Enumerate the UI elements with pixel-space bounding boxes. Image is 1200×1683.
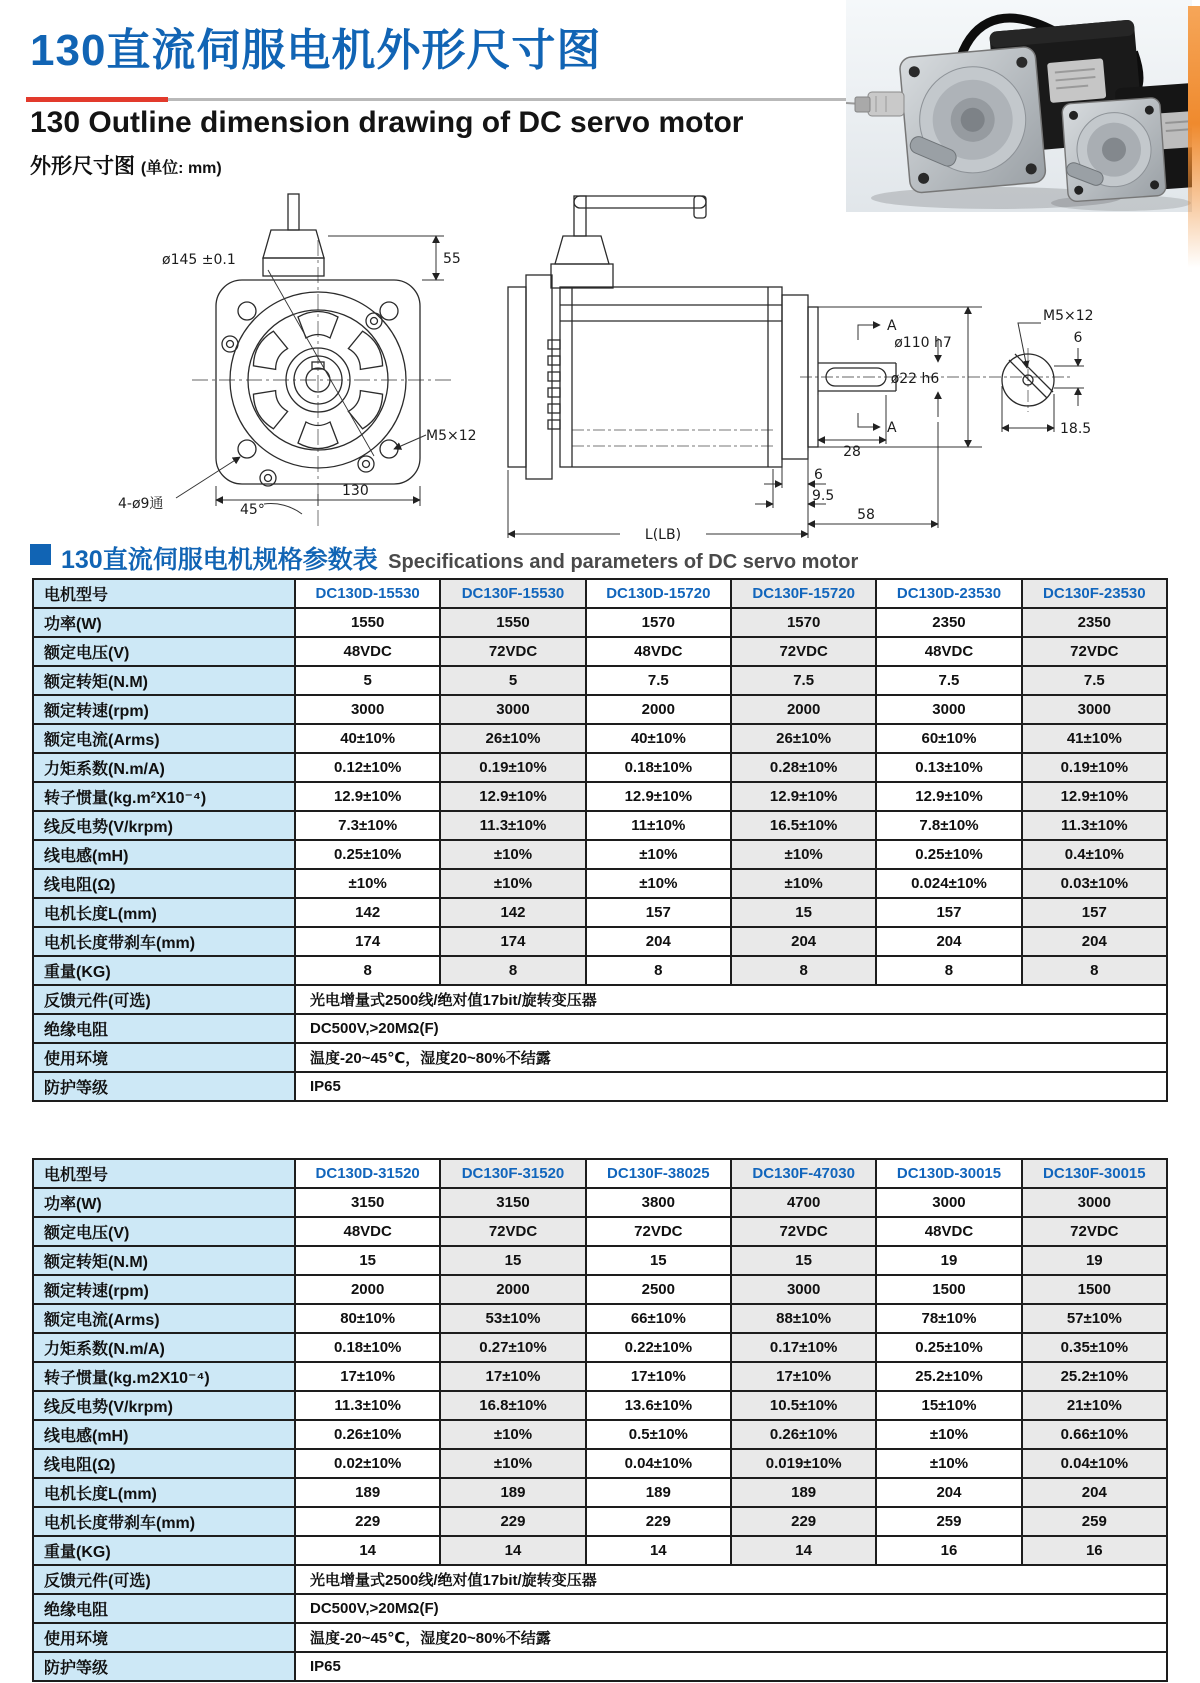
spec-value: ±10% [876,1449,1021,1478]
spec-value: 229 [586,1507,731,1536]
spec-value: 0.019±10% [731,1449,876,1478]
spec-row [33,1478,1167,1507]
spec-value: 26±10% [731,724,876,753]
spec-value: 3150 [295,1188,440,1217]
spec-value: 72VDC [440,1217,585,1246]
spec-row-label: 线电阻(Ω) [33,869,295,898]
spec-value: 11.3±10% [440,811,585,840]
spec-value: 189 [731,1478,876,1507]
spec-value: 5 [295,666,440,695]
spec-merged-row [33,985,1167,1014]
spec-value: 12.9±10% [731,782,876,811]
dim-130: 130 [342,483,369,499]
spec-value: 12.9±10% [1022,782,1167,811]
spec-merged-value: 温度-20~45℃，湿度20~80%不结露 [295,1043,1167,1072]
spec-row [33,608,1167,637]
spec-row [33,898,1167,927]
spec-value: 7.5 [876,666,1021,695]
dim-flange-6: 6 [814,467,823,483]
spec-value: 0.18±10% [586,753,731,782]
spec-value: 40±10% [295,724,440,753]
spec-value: 1500 [876,1275,1021,1304]
spec-value: 0.26±10% [295,1420,440,1449]
spec-value: 21±10% [1022,1391,1167,1420]
front-view-svg [116,190,508,542]
model-name: DC130D-15720 [586,579,731,608]
spec-row-label: 电机长度L(mm) [33,898,295,927]
section-mark-a-bottom: A [887,420,897,436]
spec-value: 78±10% [876,1304,1021,1333]
spec-value: 16.8±10% [440,1391,585,1420]
page-title-en: 130 Outline dimension drawing of DC servo motor [30,106,744,139]
spec-value: 0.19±10% [440,753,585,782]
spec-section-title-cn: 130直流伺服电机规格参数表 [61,546,378,574]
spec-value: 2350 [1022,608,1167,637]
spec-value: 0.25±10% [876,840,1021,869]
spec-row-label: 线电感(mH) [33,840,295,869]
spec-row-label: 重量(KG) [33,1536,295,1565]
spec-merged-row [33,1623,1167,1652]
spec-table-1 [32,578,1168,1102]
spec-value: 0.04±10% [1022,1449,1167,1478]
spec-value: 48VDC [586,637,731,666]
side-view-drawing [468,190,1200,547]
spec-row [33,869,1167,898]
spec-row-label: 电机长度带刹车(mm) [33,927,295,956]
spec-value: ±10% [440,1420,585,1449]
spec-value: 1570 [731,608,876,637]
spec-merged-row [33,1043,1167,1072]
outline-drawing-text: 外形尺寸图 [30,155,135,178]
spec-value: 19 [876,1246,1021,1275]
spec-value: 3000 [440,695,585,724]
spec-value: 157 [1022,898,1167,927]
spec-value: 2000 [731,695,876,724]
spec-value: 0.03±10% [1022,869,1167,898]
spec-value: 189 [295,1478,440,1507]
spec-value: 0.26±10% [731,1420,876,1449]
model-name: DC130F-23530 [1022,579,1167,608]
spec-value: 8 [586,956,731,985]
spec-value: 8 [295,956,440,985]
spec-value: 8 [731,956,876,985]
dim-55: 55 [443,251,461,267]
model-name: DC130F-31520 [440,1159,585,1188]
spec-value: 8 [1022,956,1167,985]
spec-row [33,782,1167,811]
spec-row-label: 防护等级 [33,1072,295,1101]
spec-value: 0.024±10% [876,869,1021,898]
spec-merged-row [33,1594,1167,1623]
spec-table-2 [32,1158,1168,1682]
spec-value: 0.12±10% [295,753,440,782]
spec-value: 204 [731,927,876,956]
spec-value: 1550 [295,608,440,637]
spec-value: 12.9±10% [586,782,731,811]
spec-value: 57±10% [1022,1304,1167,1333]
spec-value: 157 [586,898,731,927]
spec-row [33,811,1167,840]
spec-value: ±10% [440,840,585,869]
spec-value: 3800 [586,1188,731,1217]
spec-merged-value: DC500V,>20MΩ(F) [295,1014,1167,1043]
spec-value: 7.5 [586,666,731,695]
spec-value: ±10% [876,1420,1021,1449]
spec-value: 0.35±10% [1022,1333,1167,1362]
spec-value: 11±10% [586,811,731,840]
spec-value: 3150 [440,1188,585,1217]
dim-shaft-diameter: ø22 h6 [890,371,940,387]
model-header-row [33,579,1167,608]
spec-merged-value: 光电增量式2500线/绝对值17bit/旋转变压器 [295,1565,1167,1594]
spec-row-label: 额定转矩(N.M) [33,666,295,695]
spec-merged-value: DC500V,>20MΩ(F) [295,1594,1167,1623]
spec-row [33,927,1167,956]
spec-value: 0.66±10% [1022,1420,1167,1449]
blue-square-icon [30,544,51,565]
spec-value: 19 [1022,1246,1167,1275]
spec-value: 7.5 [1022,666,1167,695]
section-mark-a-top: A [887,318,897,334]
spec-row-label: 线电感(mH) [33,1420,295,1449]
spec-value: 3000 [876,695,1021,724]
spec-row-label: 功率(W) [33,608,295,637]
spec-merged-value: 光电增量式2500线/绝对值17bit/旋转变压器 [295,985,1167,1014]
spec-value: 0.18±10% [295,1333,440,1362]
spec-value: 11.3±10% [1022,811,1167,840]
spec-row-label: 额定转速(rpm) [33,695,295,724]
spec-value: 8 [876,956,1021,985]
spec-value: 72VDC [731,637,876,666]
spec-value: 2350 [876,608,1021,637]
spec-row [33,753,1167,782]
spec-value: 15 [731,1246,876,1275]
spec-value: 142 [440,898,585,927]
spec-row [33,666,1167,695]
spec-value: 10.5±10% [731,1391,876,1420]
spec-merged-row [33,1072,1167,1101]
spec-value: 3000 [1022,1188,1167,1217]
spec-row [33,1333,1167,1362]
spec-merged-row [33,1565,1167,1594]
spec-row-label: 线反电势(V/krpm) [33,811,295,840]
spec-value: 25.2±10% [1022,1362,1167,1391]
spec-value: 174 [440,927,585,956]
spec-value: 0.5±10% [586,1420,731,1449]
model-name: DC130F-47030 [731,1159,876,1188]
spec-value: 0.27±10% [440,1333,585,1362]
spec-value: 11.3±10% [295,1391,440,1420]
spec-row-label: 转子惯量(kg.m2X10⁻⁴) [33,1362,295,1391]
spec-value: 229 [731,1507,876,1536]
spec-value: 0.13±10% [876,753,1021,782]
model-row-label: 电机型号 [33,579,295,608]
spec-value: 13.6±10% [586,1391,731,1420]
spec-row-label: 使用环境 [33,1043,295,1072]
spec-value: 229 [295,1507,440,1536]
spec-merged-row [33,1014,1167,1043]
spec-value: 48VDC [876,1217,1021,1246]
spec-value: 1570 [586,608,731,637]
spec-value: 8 [440,956,585,985]
spec-section-header [30,540,858,576]
spec-value: 2000 [295,1275,440,1304]
spec-value: 72VDC [1022,637,1167,666]
spec-value: 0.02±10% [295,1449,440,1478]
spec-value: 17±10% [731,1362,876,1391]
spec-value: 15±10% [876,1391,1021,1420]
spec-value: 204 [876,927,1021,956]
spec-row-label: 线反电势(V/krpm) [33,1391,295,1420]
spec-value: 0.22±10% [586,1333,731,1362]
spec-row [33,695,1167,724]
spec-value: 72VDC [731,1217,876,1246]
spec-merged-value: IP65 [295,1652,1167,1681]
dim-body-length: L(LB) [644,527,682,542]
page-title-cn: 130直流伺服电机外形尺寸图 [30,26,602,75]
spec-value: 7.5 [731,666,876,695]
spec-value: 88±10% [731,1304,876,1333]
spec-value: 0.19±10% [1022,753,1167,782]
spec-value: 2000 [586,695,731,724]
spec-value: 204 [876,1478,1021,1507]
spec-value: 204 [586,927,731,956]
spec-value: 189 [586,1478,731,1507]
motors-photo-illustration [846,0,1192,212]
spec-value: 0.4±10% [1022,840,1167,869]
spec-row [33,1391,1167,1420]
spec-value: 53±10% [440,1304,585,1333]
dim-28: 28 [843,444,861,460]
dim-spigot-diameter: ø110 h7 [894,335,952,351]
spec-value: 14 [295,1536,440,1565]
spec-value: 48VDC [876,637,1021,666]
spec-row-label: 力矩系数(N.m/A) [33,753,295,782]
spec-row-label: 绝缘电阻 [33,1014,295,1043]
spec-row [33,1362,1167,1391]
spec-row-label: 电机长度L(mm) [33,1478,295,1507]
spec-value: 7.3±10% [295,811,440,840]
spec-row [33,1275,1167,1304]
spec-row-label: 使用环境 [33,1623,295,1652]
spec-value: 12.9±10% [876,782,1021,811]
spec-value: 15 [586,1246,731,1275]
spec-row [33,956,1167,985]
spec-value: ±10% [731,869,876,898]
spec-row-label: 额定电压(V) [33,637,295,666]
outline-drawing-label [30,150,222,180]
spec-merged-value: IP65 [295,1072,1167,1101]
spec-value: 14 [586,1536,731,1565]
dim-flange-diameter: ø145 ±0.1 [162,252,236,268]
model-name: DC130D-31520 [295,1159,440,1188]
spec-value: 1500 [1022,1275,1167,1304]
model-row-label: 电机型号 [33,1159,295,1188]
front-view-drawing [116,190,508,547]
spec-section-title-en: Specifications and parameters of DC servo motor [388,551,859,573]
model-name: DC130F-30015 [1022,1159,1167,1188]
spec-value: ±10% [731,840,876,869]
spec-value: 12.9±10% [295,782,440,811]
spec-merged-value: 温度-20~45℃，湿度20~80%不结露 [295,1623,1167,1652]
spec-value: 0.25±10% [876,1333,1021,1362]
spec-row [33,1507,1167,1536]
spec-row-label: 防护等级 [33,1652,295,1681]
model-name: DC130F-38025 [586,1159,731,1188]
spec-value: 72VDC [1022,1217,1167,1246]
spec-value: 5 [440,666,585,695]
model-name: DC130D-30015 [876,1159,1021,1188]
spec-value: 14 [731,1536,876,1565]
spec-value: 15 [731,898,876,927]
spec-value: 229 [440,1507,585,1536]
spec-value: 66±10% [586,1304,731,1333]
spec-row-label: 线电阻(Ω) [33,1449,295,1478]
spec-row-label: 额定转速(rpm) [33,1275,295,1304]
spec-value: 48VDC [295,637,440,666]
spec-row [33,637,1167,666]
spec-row [33,1420,1167,1449]
spec-row [33,1217,1167,1246]
spec-row-label: 额定转矩(N.M) [33,1246,295,1275]
spec-value: 4700 [731,1188,876,1217]
spec-value: 40±10% [586,724,731,753]
spec-value: 3000 [876,1188,1021,1217]
spec-row-label: 力矩系数(N.m/A) [33,1333,295,1362]
spec-table [32,1158,1168,1682]
spec-value: 80±10% [295,1304,440,1333]
spec-value: 7.8±10% [876,811,1021,840]
spec-row [33,724,1167,753]
spec-value: 259 [876,1507,1021,1536]
spec-value: 142 [295,898,440,927]
model-header-row [33,1159,1167,1188]
title-divider-red [26,97,168,102]
spec-row-label: 反馈元件(可选) [33,985,295,1014]
spec-row-label: 额定电流(Arms) [33,1304,295,1333]
spec-row [33,840,1167,869]
spec-row-label: 重量(KG) [33,956,295,985]
spec-merged-row [33,1652,1167,1681]
dim-thread-side: M5×12 [1043,308,1094,324]
spec-value: 16 [1022,1536,1167,1565]
dim-58: 58 [857,507,875,523]
spec-row-label: 转子惯量(kg.m²X10⁻⁴) [33,782,295,811]
product-photo [846,0,1192,212]
spec-value: 2000 [440,1275,585,1304]
spec-value: 12.9±10% [440,782,585,811]
dim-18-5: 18.5 [1060,421,1092,437]
spec-value: 14 [440,1536,585,1565]
spec-value: 0.28±10% [731,753,876,782]
model-name: DC130F-15720 [731,579,876,608]
spec-value: 15 [440,1246,585,1275]
spec-value: 17±10% [586,1362,731,1391]
spec-value: 259 [1022,1507,1167,1536]
spec-value: 3000 [731,1275,876,1304]
spec-row [33,1536,1167,1565]
side-view-svg [468,190,1200,542]
spec-value: 17±10% [440,1362,585,1391]
spec-value: ±10% [440,1449,585,1478]
spec-value: 72VDC [440,637,585,666]
dim-mount-holes: 4-ø9通 [118,496,164,512]
dim-9-5: 9.5 [812,488,835,504]
spec-value: 174 [295,927,440,956]
spec-value: 0.04±10% [586,1449,731,1478]
spec-value: 204 [1022,1478,1167,1507]
spec-row-label: 绝缘电阻 [33,1594,295,1623]
spec-value: 25.2±10% [876,1362,1021,1391]
spec-value: 204 [1022,927,1167,956]
model-name: DC130D-23530 [876,579,1021,608]
spec-value: 26±10% [440,724,585,753]
model-name: DC130F-15530 [440,579,585,608]
spec-value: 41±10% [1022,724,1167,753]
spec-value: ±10% [586,869,731,898]
dim-angle-45: 45° [240,502,265,518]
spec-value: 16.5±10% [731,811,876,840]
spec-value: 3000 [1022,695,1167,724]
spec-value: 15 [295,1246,440,1275]
dim-thread-depth: 6 [1073,330,1083,346]
spec-row [33,1304,1167,1333]
spec-value: ±10% [586,840,731,869]
dim-thread-front: M5×12 [426,428,477,444]
spec-value: 72VDC [586,1217,731,1246]
spec-value: ±10% [440,869,585,898]
spec-value: 17±10% [295,1362,440,1391]
spec-value: 16 [876,1536,1021,1565]
spec-value: 3000 [295,695,440,724]
spec-value: 1550 [440,608,585,637]
spec-row-label: 功率(W) [33,1188,295,1217]
spec-value: 48VDC [295,1217,440,1246]
spec-value: 157 [876,898,1021,927]
spec-value: 189 [440,1478,585,1507]
spec-row [33,1449,1167,1478]
spec-row [33,1188,1167,1217]
spec-row-label: 反馈元件(可选) [33,1565,295,1594]
spec-table [32,578,1168,1102]
spec-row-label: 额定电压(V) [33,1217,295,1246]
spec-value: ±10% [295,869,440,898]
unit-label: (单位: mm) [140,160,222,177]
model-name: DC130D-15530 [295,579,440,608]
spec-row [33,1246,1167,1275]
spec-value: 2500 [586,1275,731,1304]
spec-value: 0.17±10% [731,1333,876,1362]
spec-row-label: 电机长度带刹车(mm) [33,1507,295,1536]
spec-value: 60±10% [876,724,1021,753]
spec-value: 0.25±10% [295,840,440,869]
spec-row-label: 额定电流(Arms) [33,724,295,753]
